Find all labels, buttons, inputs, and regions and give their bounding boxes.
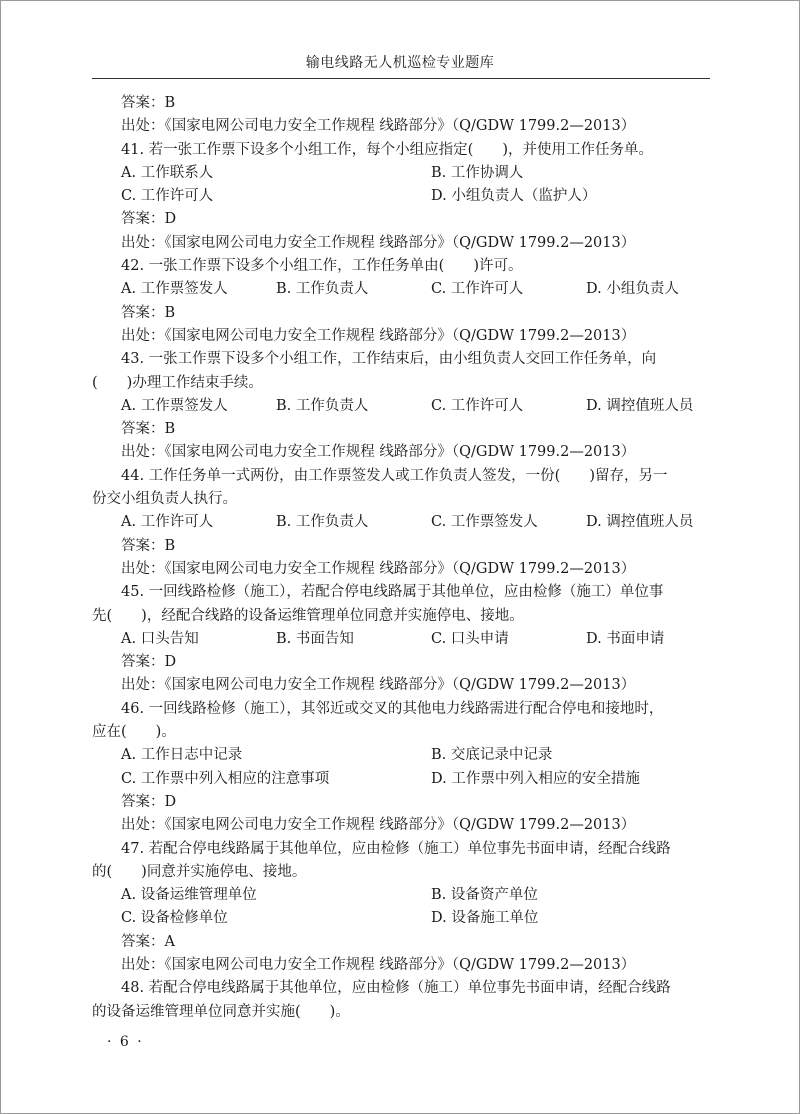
answer-line: 答案：B: [121, 537, 176, 554]
option-c: C. 工作许可人: [431, 397, 524, 414]
option-a: A. 设备运维管理单位: [121, 887, 257, 904]
question-content: [0, 92, 800, 1024]
question-46-options-row-1: [0, 744, 800, 767]
option-c: C. 口头申请: [431, 630, 509, 647]
source-line: 出处：《国家电网公司电力安全工作规程 线路部分》（Q/GDW 1799.2—2013）: [121, 327, 636, 344]
answer-line: 答案：B: [121, 304, 176, 321]
option-d: D. 调控值班人员: [586, 514, 694, 531]
answer-line: 答案：B: [121, 421, 176, 438]
question-46-text: 46. 一回线路检修（施工），其邻近或交叉的其他电力线路需进行配合停电和接地时，: [121, 700, 664, 717]
question-45-text-cont: 先( )，经配合线路的设备运维管理单位同意并实施停电、接地。: [92, 607, 524, 624]
option-c: C. 工作许可人: [431, 281, 524, 298]
option-b: B. 工作负责人: [276, 514, 369, 531]
option-b: B. 设备资产单位: [431, 887, 538, 904]
option-a: A. 口头告知: [121, 630, 199, 647]
question-43-text-cont: ( )办理工作结束手续。: [92, 374, 263, 391]
option-c: C. 工作票签发人: [431, 514, 538, 531]
question-46-text-cont: 应在( )。: [92, 724, 176, 741]
answer-line: 答案：B: [121, 95, 176, 111]
question-43-options: [0, 395, 800, 418]
question-47-text: 47. 若配合停电线路属于其他单位，应由检修（施工）单位事先书面申请，经配合线路: [121, 840, 671, 857]
question-48-text-cont: 的设备运维管理单位同意并实施( )。: [92, 1003, 350, 1020]
option-a: A. 工作日志中记录: [121, 747, 243, 764]
option-b: B. 工作负责人: [276, 397, 369, 414]
question-45-text: 45. 一回线路检修（施工），若配合停电线路属于其他单位，应由检修（施工）单位事: [121, 584, 664, 601]
question-44-text: 44. 工作任务单一式两份，由工作票签发人或工作负责人签发，一份( )留存，另一: [121, 467, 668, 484]
option-b: B. 工作负责人: [276, 281, 369, 298]
answer-line: 答案：D: [121, 654, 177, 671]
option-c: C. 工作许可人: [121, 188, 214, 205]
option-a: A. 工作票签发人: [121, 281, 228, 298]
page-number: · 6 ·: [107, 1034, 144, 1050]
source-line: 出处：《国家电网公司电力安全工作规程 线路部分》（Q/GDW 1799.2—2013）: [121, 444, 636, 461]
option-d: D. 小组负责人: [586, 281, 679, 298]
question-42-text: 42. 一张工作票下设多个小组工作，工作任务单由( )许可。: [121, 258, 523, 275]
question-46-options-row-2: [0, 768, 800, 791]
source-line: 出处：《国家电网公司电力安全工作规程 线路部分》（Q/GDW 1799.2—2013）: [121, 118, 636, 135]
source-line: 出处：《国家电网公司电力安全工作规程 线路部分》（Q/GDW 1799.2—2013）: [121, 817, 636, 834]
question-43-text: 43. 一张工作票下设多个小组工作，工作结束后，由小组负责人交回工作任务单，向: [121, 351, 657, 368]
question-42-options: [0, 278, 800, 301]
question-44-options: [0, 511, 800, 534]
question-47-text-cont: 的( )同意并实施停电、接地。: [92, 863, 307, 880]
source-line: 出处：《国家电网公司电力安全工作规程 线路部分》（Q/GDW 1799.2—2013）: [121, 234, 636, 251]
option-b: B. 交底记录中记录: [431, 747, 553, 764]
option-c: C. 设备检修单位: [121, 910, 228, 927]
option-d: D. 设备施工单位: [431, 910, 539, 927]
option-d: D. 小组负责人（监护人）: [431, 188, 597, 205]
answer-line: 答案：A: [121, 933, 175, 950]
option-d: D. 书面申请: [586, 630, 665, 647]
option-a: A. 工作许可人: [121, 514, 214, 531]
answer-line: 答案：D: [121, 211, 177, 228]
option-a: A. 工作联系人: [121, 164, 214, 181]
source-line: 出处：《国家电网公司电力安全工作规程 线路部分》（Q/GDW 1799.2—2013）: [121, 677, 636, 694]
question-41-text: 41. 若一张工作票下设多个小组工作，每个小组应指定( )，并使用工作任务单。: [121, 141, 653, 158]
source-line: 出处：《国家电网公司电力安全工作规程 线路部分》（Q/GDW 1799.2—2013）: [121, 956, 636, 973]
question-47-options-row-2: [0, 907, 800, 930]
question-41-options-row-2: [0, 185, 800, 208]
running-header-title: 输电线路无人机巡检专业题库: [305, 55, 495, 71]
option-d: D. 调控值班人员: [586, 397, 694, 414]
question-48-text: 48. 若配合停电线路属于其他单位，应由检修（施工）单位事先书面申请，经配合线路: [121, 980, 671, 997]
question-41-options-row-1: [0, 162, 800, 185]
option-c: C. 工作票中列入相应的注意事项: [121, 770, 330, 787]
option-b: B. 工作协调人: [431, 164, 524, 181]
question-45-options: [0, 628, 800, 651]
header-divider: [92, 78, 710, 79]
source-line: 出处：《国家电网公司电力安全工作规程 线路部分》（Q/GDW 1799.2—2013）: [121, 560, 636, 577]
option-d: D. 工作票中列入相应的安全措施: [431, 770, 640, 787]
answer-line: 答案：D: [121, 793, 177, 810]
option-b: B. 书面告知: [276, 630, 354, 647]
option-a: A. 工作票签发人: [121, 397, 228, 414]
question-47-options-row-1: [0, 884, 800, 907]
question-44-text-cont: 份交小组负责人执行。: [92, 491, 237, 508]
